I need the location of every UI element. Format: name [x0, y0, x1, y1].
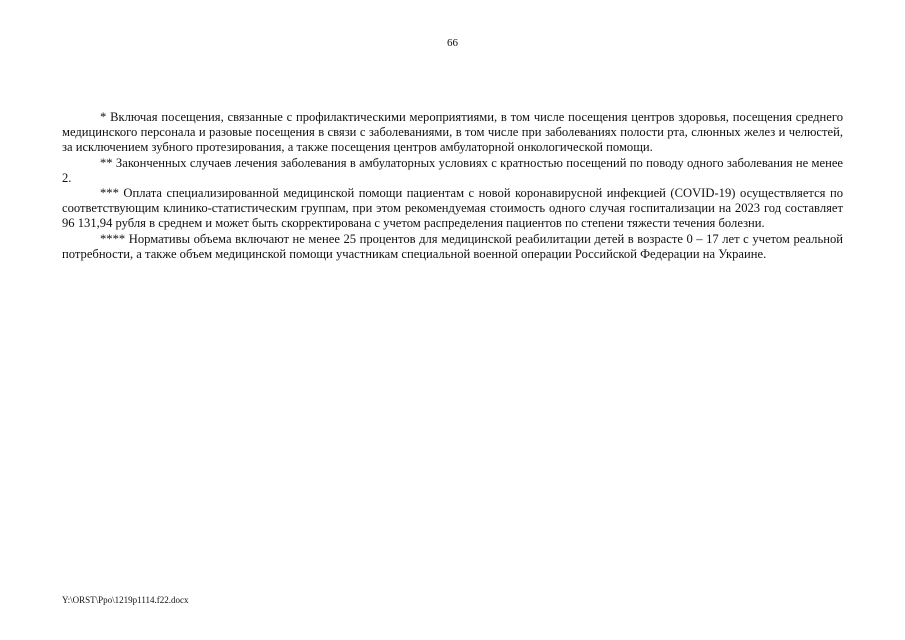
footnote-4: **** Нормативы объема включают не менее 25 процентов для медицинской реабилитации детей в возрасте 0 – 17 лет с учетом реальной потребности, а также объем медицинской помощи участникам специальной военной операции Российской Федерации на Украине. [62, 231, 843, 261]
footnote-3: *** Оплата специализированной медицинской помощи пациентам с новой коронавирусной инфекцией (COVID-19) осуществляется по соответствующим клинико-статистическим группам, при этом рекомендуемая стоимость одного случая госпитализации на 2023 год составляет 96 131,94 рубля в среднем и может быть скорректирована с учетом распределения пациентов по степени тяжести течения болезни. [62, 186, 843, 231]
page-number: 66 [447, 37, 458, 49]
footnotes-block [62, 110, 843, 262]
footnote-2: ** Законченных случаев лечения заболевания в амбулаторных условиях с кратностью посещений по поводу одного заболевания не менее 2. [62, 155, 843, 185]
footnote-1: * Включая посещения, связанные с профилактическими мероприятиями, в том числе посещения центров здоровья, посещения среднего медицинского персонала и разовые посещения в связи с заболеваниями, в том числе при заболеваниях полости рта, слюнных желез и челюстей, за исключением зубного протезирования, а также посещения центров амбулаторной онкологической помощи. [62, 110, 843, 155]
file-path-footer: Y:\ORST\Ppo\1219p1114.f22.docx [62, 595, 189, 605]
